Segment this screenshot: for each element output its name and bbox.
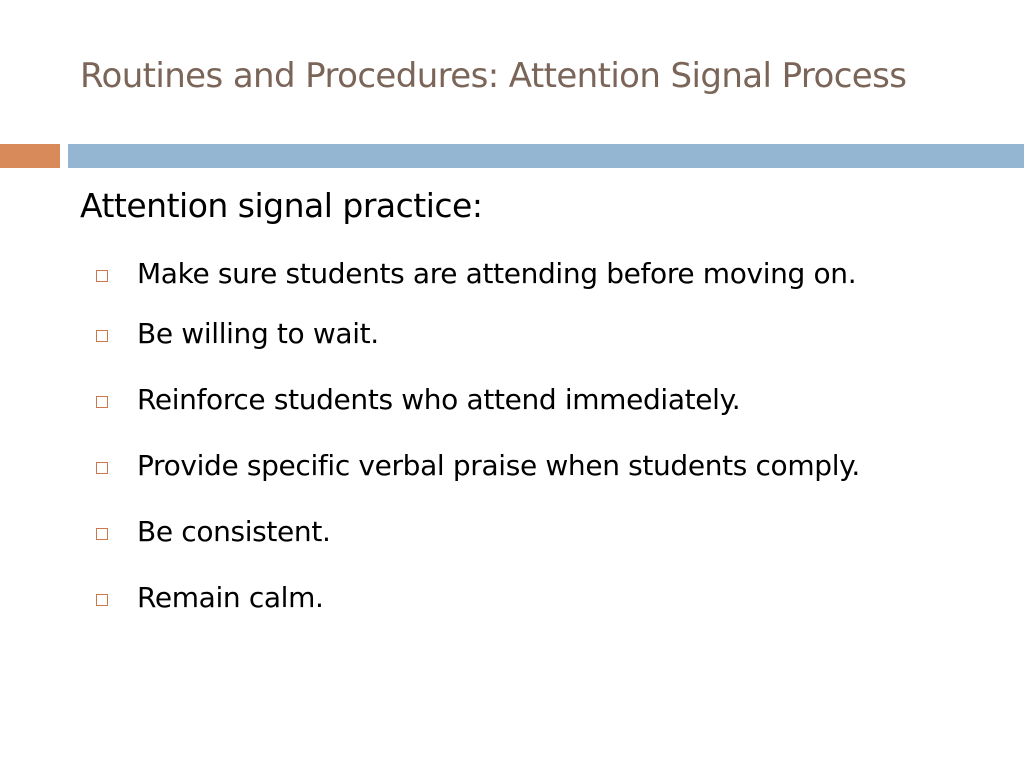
title-accent-bar-orange xyxy=(0,144,60,168)
bullet-list xyxy=(96,250,860,640)
bullet-item xyxy=(96,376,860,442)
hollow-square-icon xyxy=(96,594,108,606)
title-accent-bar-blue xyxy=(68,144,1024,168)
bullet-item xyxy=(96,310,860,376)
hollow-square-icon xyxy=(96,330,108,342)
content-heading: Attention signal practice: xyxy=(80,186,483,225)
bullet-text: Be consistent. xyxy=(137,515,331,548)
hollow-square-icon xyxy=(96,462,108,474)
bullet-text: Reinforce students who attend immediately. xyxy=(137,383,741,416)
bullet-text: Be willing to wait. xyxy=(137,317,379,350)
slide-title: Routines and Procedures: Attention Signal Process xyxy=(80,56,907,96)
hollow-square-icon xyxy=(96,270,108,282)
bullet-text: Provide specific verbal praise when students comply. xyxy=(137,449,860,482)
hollow-square-icon xyxy=(96,396,108,408)
bullet-text: Remain calm. xyxy=(137,581,324,614)
bullet-item xyxy=(96,508,860,574)
bullet-item xyxy=(96,574,860,640)
bullet-item xyxy=(96,250,860,310)
hollow-square-icon xyxy=(96,528,108,540)
bullet-text: Make sure students are attending before moving on. xyxy=(137,257,857,290)
bullet-item xyxy=(96,442,860,508)
